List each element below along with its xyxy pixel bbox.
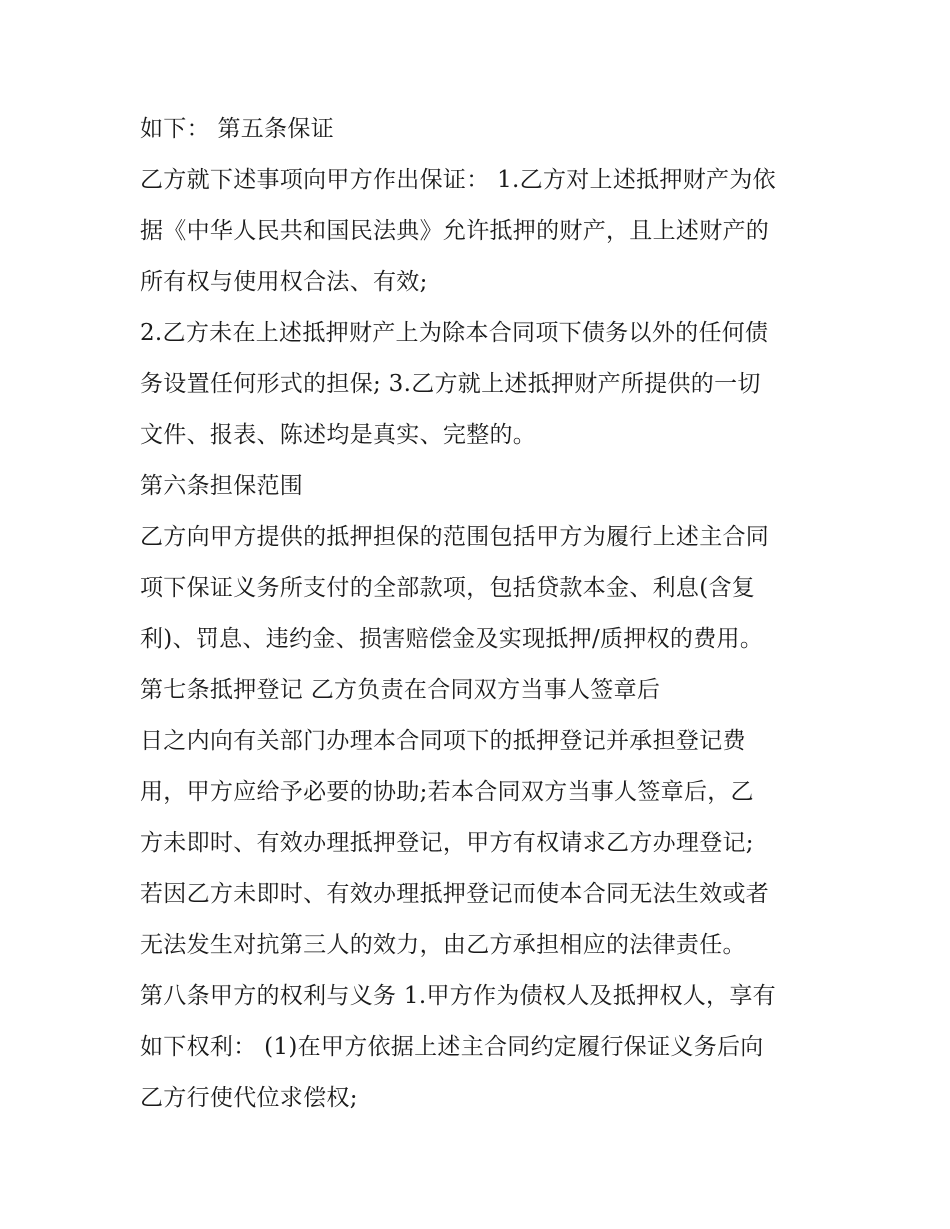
text-line: 项下保证义务所支付的全部款项，包括贷款本金、利息(含复	[140, 575, 756, 601]
text-line: 乙方就下述事项向甲方作出保证： 1.乙方对上述抵押财产为依	[140, 167, 776, 193]
text-line: 若因乙方未即时、有效办理抵押登记而使本合同无法生效或者	[140, 881, 770, 907]
text-line: 文件、报表、陈述均是真实、完整的。	[140, 422, 537, 448]
text-line: 用，甲方应给予必要的协助;若本合同双方当事人签章后，乙	[140, 779, 754, 805]
text-line: 第七条抵押登记 乙方负责在合同双方当事人签章后	[140, 677, 661, 703]
text-line: 乙方向甲方提供的抵押担保的范围包括甲方为履行上述主合同	[140, 524, 770, 550]
text-line: 所有权与使用权合法、有效;	[140, 269, 428, 295]
text-line: 无法发生对抗第三人的效力，由乙方承担相应的法律责任。	[140, 932, 746, 958]
text-line: 据《中华人民共和国民法典》允许抵押的财产，且上述财产的	[140, 218, 770, 244]
text-line: 乙方行使代位求偿权;	[140, 1085, 358, 1111]
section-heading: 第六条担保范围	[140, 473, 304, 499]
text-line: 日之内向有关部门办理本合同项下的抵押登记并承担登记费	[140, 728, 746, 754]
text-line: 利)、罚息、违约金、损害赔偿金及实现抵押/质押权的费用。	[140, 626, 764, 652]
text-line: 务设置任何形式的担保; 3.乙方就上述抵押财产所提供的一切	[140, 371, 761, 397]
text-line: 如下： 第五条保证	[140, 116, 335, 142]
text-line: 第八条甲方的权利与义务 1.甲方作为债权人及抵押权人，享有	[140, 983, 776, 1009]
text-line: 如下权利： (1)在甲方依据上述主合同约定履行保证义务后向	[140, 1034, 764, 1060]
text-line: 2.乙方未在上述抵押财产上为除本合同项下债务以外的任何债	[140, 320, 769, 346]
text-line: 方未即时、有效办理抵押登记，甲方有权请求乙方办理登记;	[140, 830, 754, 856]
document-body	[140, 104, 830, 1124]
